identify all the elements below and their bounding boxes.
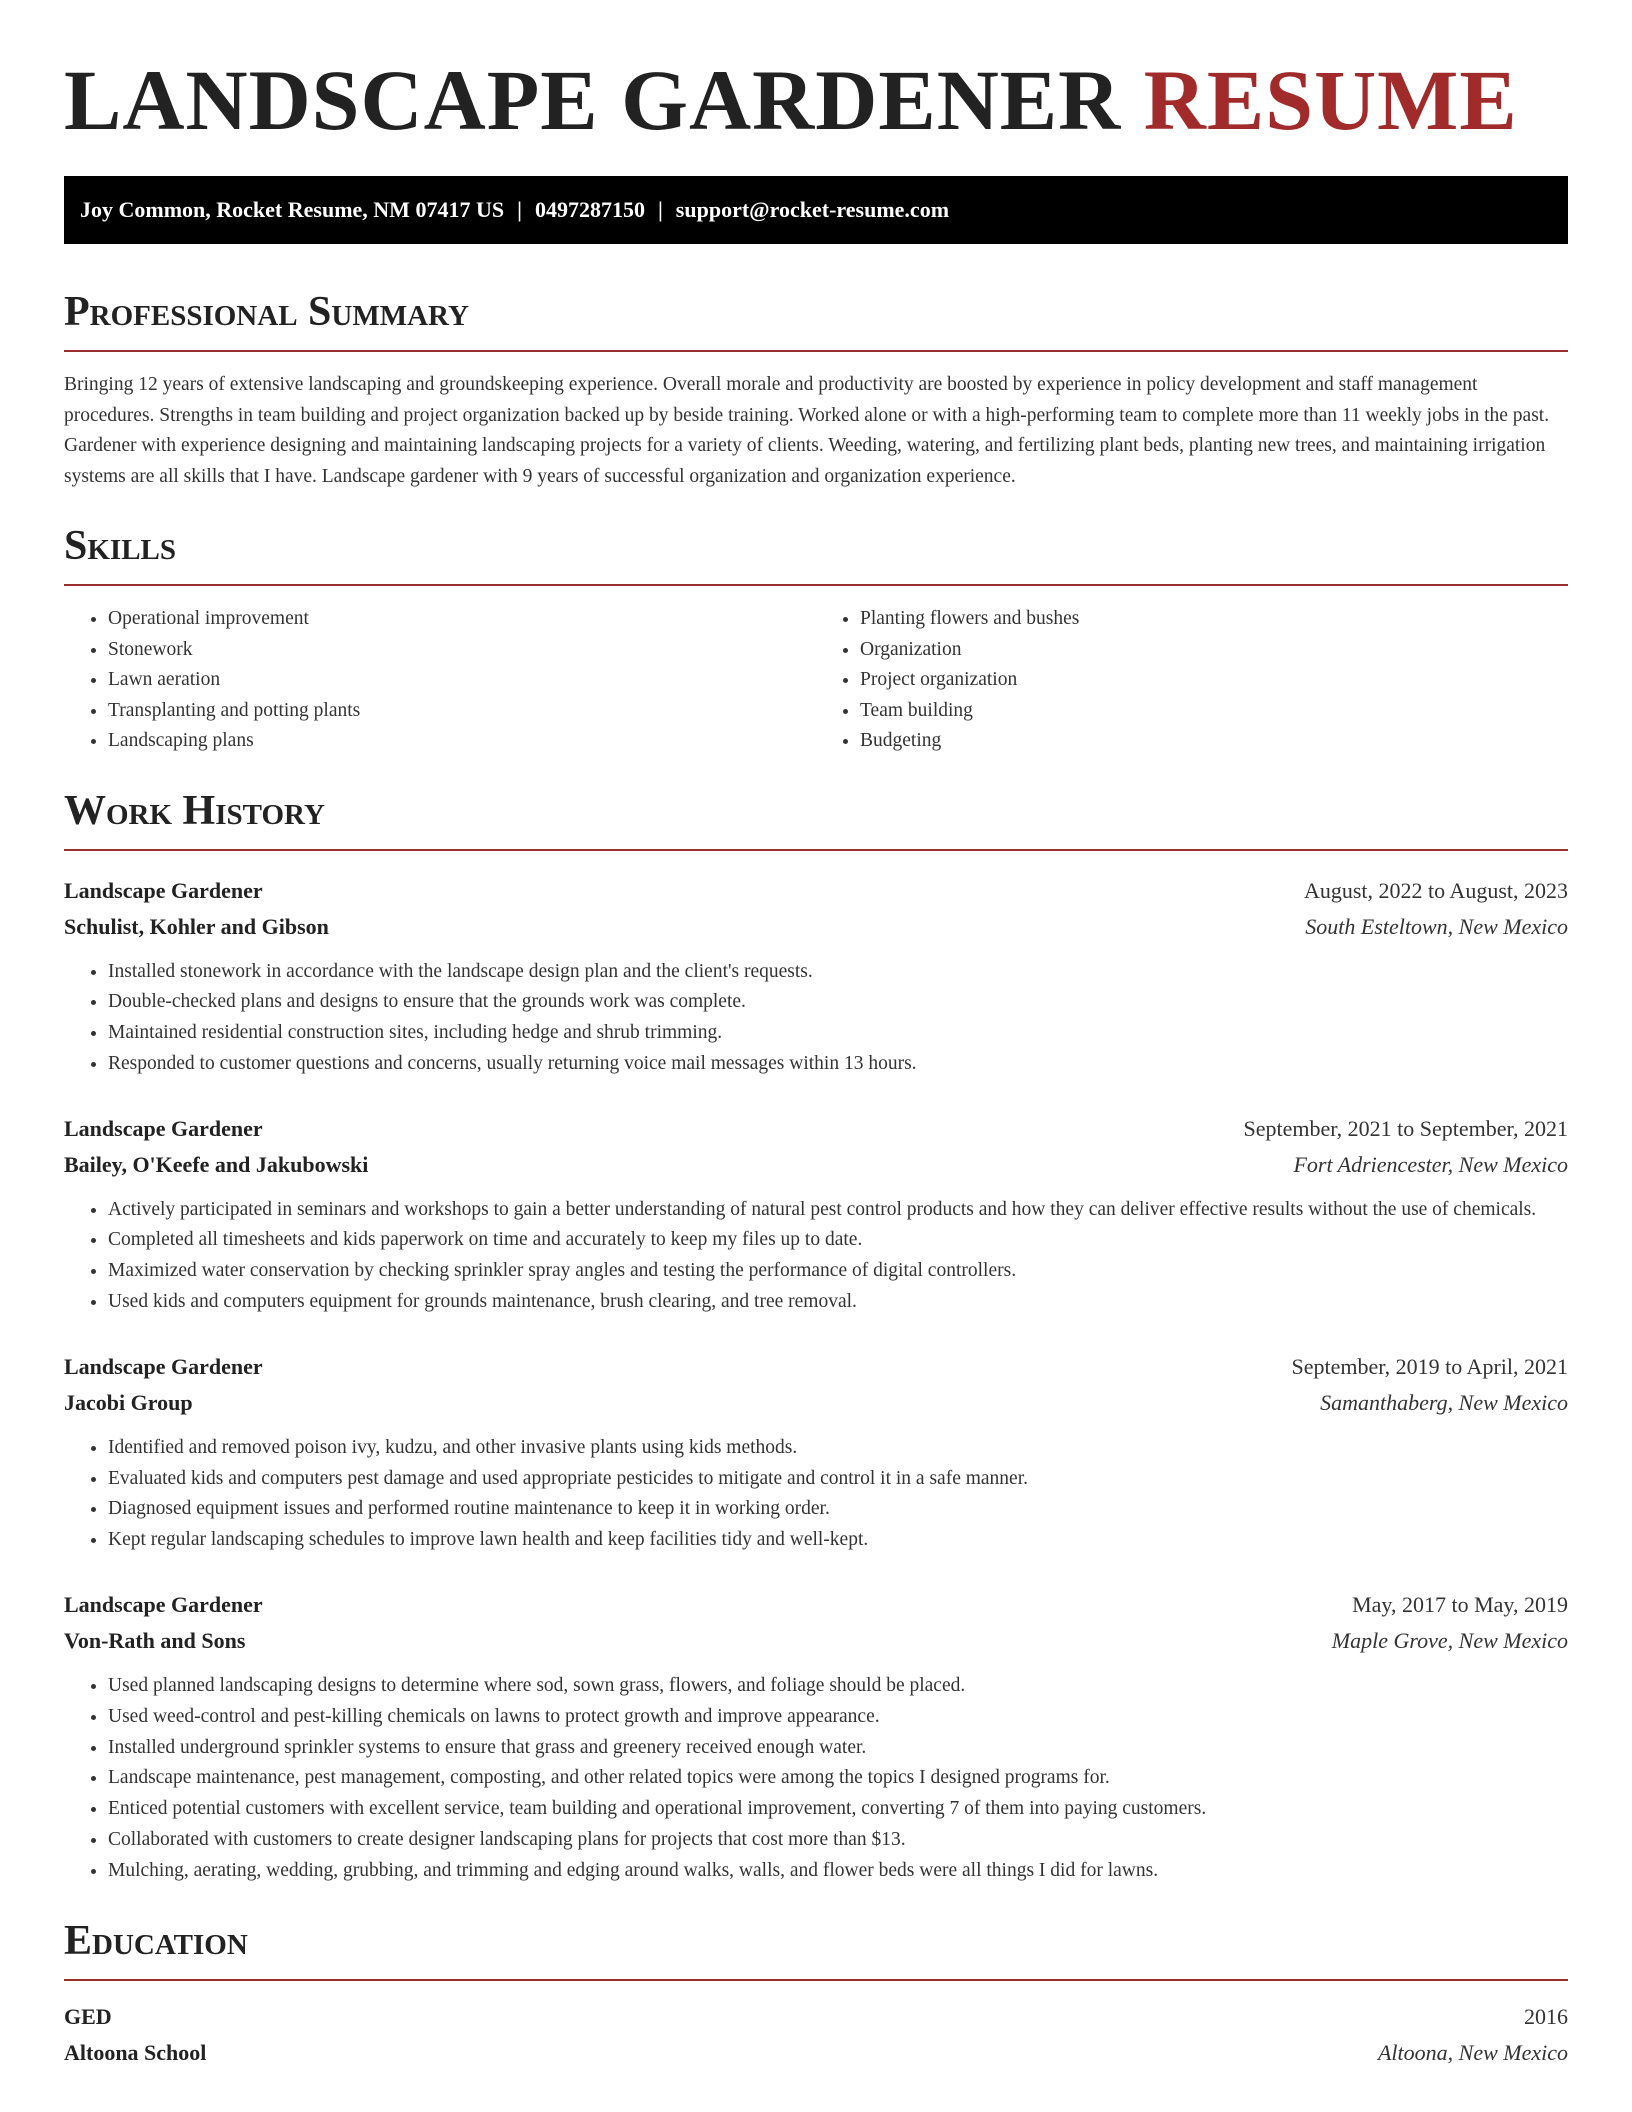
education-year: 2016	[1524, 2003, 1568, 2029]
job-title: Landscape Gardener	[64, 1353, 263, 1379]
skills-list	[64, 604, 1568, 757]
skill-item: • Stonework	[108, 635, 816, 666]
job-bullets	[64, 1671, 1568, 1887]
job-header-row	[64, 1349, 1568, 1385]
job-entry	[64, 1111, 1568, 1318]
contact-separator: |	[517, 197, 522, 222]
education-header-row	[64, 1999, 1568, 2035]
job-entry	[64, 1587, 1568, 1887]
contact-bar	[64, 176, 1568, 244]
skill-item: • Team building	[860, 696, 1568, 727]
skill-item: • Operational improvement	[108, 604, 816, 635]
section-divider	[64, 584, 1568, 586]
job-dates: August, 2022 to August, 2023	[1303, 877, 1568, 903]
education-school: Altoona School	[64, 2039, 207, 2065]
title-accent: RESUME	[1143, 52, 1518, 148]
job-bullet: • Collaborated with customers to create designer landscaping plans for projects that cost more than $13.	[108, 1825, 1568, 1856]
job-header-row	[64, 1111, 1568, 1147]
skill-item: • Lawn aeration	[108, 665, 816, 696]
education-location: Altoona, New Mexico	[1377, 2039, 1568, 2065]
job-company: Von-Rath and Sons	[64, 1628, 246, 1654]
job-bullet: • Used kids and computers equipment for grounds maintenance, brush clearing, and tree removal.	[108, 1287, 1568, 1318]
skill-item: • Organization	[860, 635, 1568, 666]
work-history-heading: Work History	[64, 787, 325, 834]
job-bullet: • Landscape maintenance, pest management, composting, and other related topics were among the topics I designed programs for.	[108, 1763, 1568, 1794]
job-bullet: • Evaluated kids and computers pest damage and used appropriate pesticides to mitigate and control it in a safe manner.	[108, 1464, 1568, 1495]
job-bullet: • Mulching, aerating, wedding, grubbing, and trimming and edging around walks, walls, and flower beds were all things I did for lawns.	[108, 1856, 1568, 1887]
job-bullet: • Kept regular landscaping schedules to improve lawn health and keep facilities tidy and well-kept.	[108, 1525, 1568, 1556]
job-bullets	[64, 1195, 1568, 1318]
job-bullets	[64, 1433, 1568, 1556]
education-degree: GED	[64, 2003, 112, 2029]
job-header-row	[64, 873, 1568, 909]
contact-separator: |	[657, 197, 663, 222]
job-bullet: • Actively participated in seminars and workshops to gain a better understanding of natural pest control products and how they can deliver effective results without the use of chemicals.	[108, 1195, 1568, 1226]
job-company: Bailey, O'Keefe and Jakubowski	[64, 1151, 369, 1177]
job-company-row	[64, 1385, 1568, 1421]
contact-phone: 0497287150	[534, 197, 645, 222]
job-dates: May, 2017 to May, 2019	[1352, 1592, 1568, 1618]
job-title: Landscape Gardener	[64, 1115, 263, 1141]
job-bullet: • Used planned landscaping designs to determine where sod, sown grass, flowers, and foliage should be placed.	[108, 1671, 1568, 1702]
section-divider	[64, 350, 1568, 352]
job-company: Jacobi Group	[64, 1389, 193, 1415]
title-main: LANDSCAPE GARDENER	[64, 52, 1122, 148]
job-dates: September, 2021 to September, 2021	[1243, 1115, 1568, 1141]
job-company-row	[64, 1623, 1568, 1659]
skills-column-left	[64, 604, 816, 757]
contact-email: support@rocket-resume.com	[675, 197, 950, 222]
job-bullet: • Used weed-control and pest-killing chemicals on lawns to protect growth and improve appearance.	[108, 1702, 1568, 1733]
skill-item: • Transplanting and potting plants	[108, 696, 816, 727]
job-company-row	[64, 1147, 1568, 1183]
job-entry	[64, 873, 1568, 1080]
job-bullet: • Maintained residential construction sites, including hedge and shrub trimming.	[108, 1018, 1568, 1049]
education-school-row	[64, 2035, 1568, 2071]
job-header-row	[64, 1587, 1568, 1623]
skill-item: • Planting flowers and bushes	[860, 604, 1568, 635]
job-bullet: • Responded to customer questions and concerns, usually returning voice mail messages within 13 hours.	[108, 1049, 1568, 1080]
job-location: Maple Grove, New Mexico	[1331, 1628, 1568, 1654]
job-bullet: • Enticed potential customers with excellent service, team building and operational improvement, converting 7 of them into paying customers.	[108, 1794, 1568, 1825]
job-location: South Esteltown, New Mexico	[1305, 913, 1568, 939]
job-dates: September, 2019 to April, 2021	[1291, 1353, 1568, 1379]
skill-item: • Project organization	[860, 665, 1568, 696]
job-title: Landscape Gardener	[64, 1592, 263, 1618]
job-bullet: • Maximized water conservation by checking sprinkler spray angles and testing the performance of digital controllers.	[108, 1256, 1568, 1287]
skill-item: • Landscaping plans	[108, 726, 816, 757]
job-title: Landscape Gardener	[64, 877, 263, 903]
job-bullet: • Completed all timesheets and kids paperwork on time and accurately to keep my files up to date.	[108, 1225, 1568, 1256]
job-bullets	[64, 957, 1568, 1080]
contact-address: Joy Common, Rocket Resume, NM 07417 US	[80, 197, 505, 222]
job-location: Samanthaberg, New Mexico	[1320, 1389, 1568, 1415]
resume-title	[64, 0, 1568, 146]
job-bullet: • Installed underground sprinkler systems to ensure that grass and greenery received enough water.	[108, 1733, 1568, 1764]
job-bullet: • Double-checked plans and designs to ensure that the grounds work was complete.	[108, 987, 1568, 1018]
job-company: Schulist, Kohler and Gibson	[64, 913, 329, 939]
section-divider	[64, 1979, 1568, 1981]
skills-heading: Skills	[64, 523, 177, 569]
skills-column-right	[816, 604, 1568, 757]
job-bullet: • Installed stonework in accordance with the landscape design plan and the client's requests.	[108, 957, 1568, 988]
summary-text: Bringing 12 years of extensive landscaping and groundskeeping experience. Overall morale and productivity are boosted by experience in policy development and staff management procedures. Strengths in team building and project organization backed up by beside training. Worked alone or with a high-performing team to complete more than 11 weekly jobs in the past. Gardener with experience designing and maintaining landscaping projects for a variety of clients. Weeding, watering, and fertilizing plant beds, planting new trees, and maintaining irrigation systems are all skills that I have. Landscape gardener with 9 years of successful organization and organization experience.	[64, 374, 1550, 487]
education-heading: Education	[64, 1917, 248, 1964]
job-bullet: • Identified and removed poison ivy, kudzu, and other invasive plants using kids methods.	[108, 1433, 1568, 1464]
skill-item: • Budgeting	[860, 726, 1568, 757]
job-entry	[64, 1349, 1568, 1556]
summary-heading: Professional Summary	[64, 289, 469, 335]
job-location: Fort Adriencester, New Mexico	[1293, 1151, 1568, 1177]
section-divider	[64, 849, 1568, 851]
education-entry	[64, 1999, 1568, 2071]
job-bullet: • Diagnosed equipment issues and performed routine maintenance to keep it in working order.	[108, 1494, 1568, 1525]
job-company-row	[64, 909, 1568, 945]
